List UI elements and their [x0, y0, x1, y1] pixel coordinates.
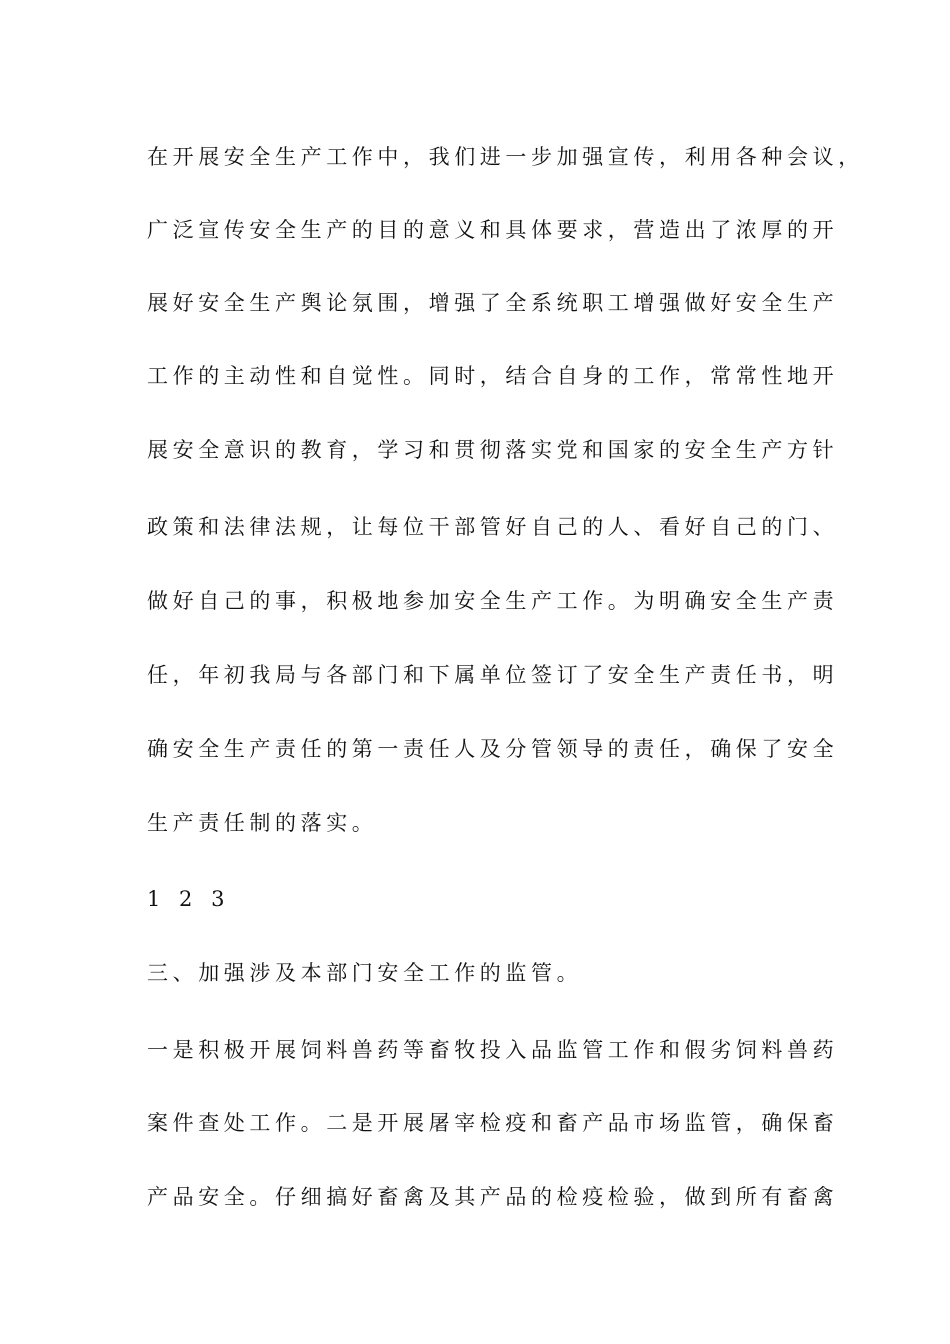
paragraph-line: 展好安全生产舆论氛围，增强了全系统职工增强做好安全生产	[147, 291, 839, 315]
paragraph-line: 案件查处工作。二是开展屠宰检疫和畜产品市场监管，确保畜	[147, 1111, 839, 1135]
paragraph-line: 生产责任制的落实。	[147, 811, 378, 835]
paragraph-line: 做好自己的事，积极地参加安全生产工作。为明确安全生产责	[147, 589, 839, 613]
paragraph-line: 广泛宣传安全生产的目的意义和具体要求，营造出了浓厚的开	[147, 218, 839, 242]
paragraph-line: 一是积极开展饲料兽药等畜牧投入品监管工作和假劣饲料兽药	[147, 1038, 839, 1062]
paragraph-line: 产品安全。仔细搞好畜禽及其产品的检疫检验，做到所有畜禽	[147, 1185, 839, 1209]
page-numbers: 1 2 3	[147, 887, 231, 911]
paragraph-line: 确安全生产责任的第一责任人及分管领导的责任，确保了安全	[147, 737, 839, 761]
paragraph-line: 任，年初我局与各部门和下属单位签订了安全生产责任书，明	[147, 663, 839, 687]
paragraph-line: 工作的主动性和自觉性。同时，结合自身的工作，常常性地开	[147, 364, 839, 388]
paragraph-line: 展安全意识的教育，学习和贯彻落实党和国家的安全生产方针	[147, 438, 839, 462]
paragraph-line: 在开展安全生产工作中，我们进一步加强宣传，利用各种会议，	[147, 145, 864, 169]
paragraph-line: 政策和法律法规，让每位干部管好自己的人、看好自己的门、	[147, 515, 839, 539]
section-heading: 三、加强涉及本部门安全工作的监管。	[147, 961, 583, 985]
